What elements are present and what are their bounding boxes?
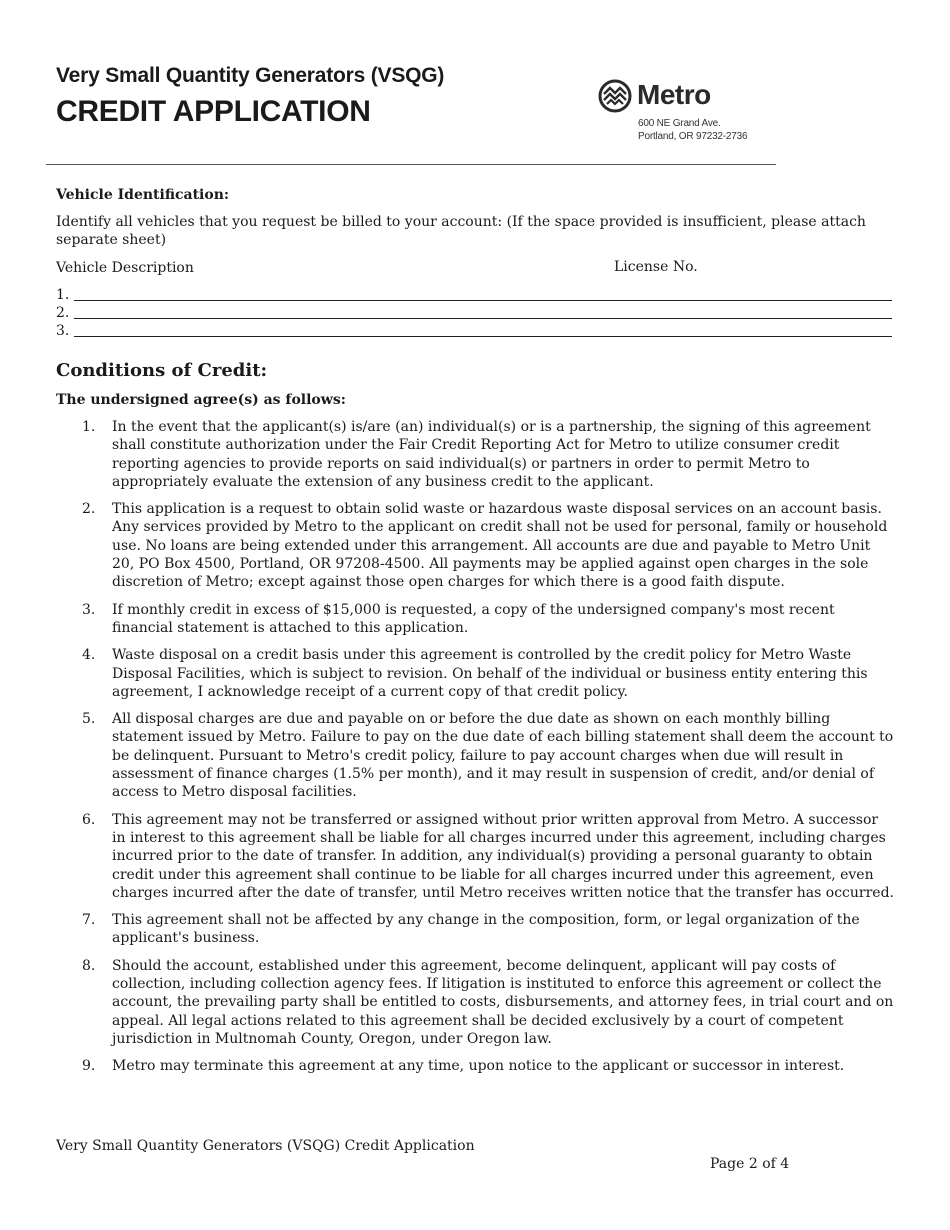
condition-item	[56, 710, 896, 801]
condition-number: 1.	[82, 419, 96, 435]
vehicle-entry-line[interactable]	[56, 323, 892, 341]
condition-number: 6.	[82, 811, 96, 828]
condition-number: 5.	[82, 711, 96, 728]
condition-text: If monthly credit in excess of $15,000 is requested, a copy of the undersigned company's most recent financial statement is attached to this application.	[112, 601, 835, 636]
header-divider	[46, 164, 776, 165]
condition-item	[56, 646, 896, 701]
condition-text: In the event that the applicant(s) is/are (an) individual(s) or is a partnership, the signing of this agreement shall constitute authorization under the Fair Credit Reporting Act for Metro to utilize consumer credit reporting agencies to provide reports on said individual(s) or partners in order to permit Metro to appropriately evaluate the extension of any business credit to the applicant.	[112, 419, 871, 490]
condition-text: This agreement may not be transferred or assigned without prior written approval from Metro. A successor in interest to this agreement shall be liable for all charges incurred under this agreement, including charges incurred prior to the date of transfer. In addition, any individual(s) providing a personal guaranty to obtain credit under this agreement shall continue to be liable for all charges incurred under this agreement, even charges incurred after the date of transfer, until Metro receives written notice that the transfer has occurred.	[112, 811, 894, 901]
vehicle-entry-line[interactable]	[56, 305, 892, 323]
condition-text: Waste disposal on a credit basis under this agreement is controlled by the credit policy for Metro Waste Disposal Facilities, which is subject to revision. On behalf of the individual or business entity entering this agreement, I acknowledge receipt of a current copy of that credit policy.	[112, 647, 868, 700]
conditions-heading: Conditions of Credit:	[56, 360, 268, 381]
metro-wordmark: Metro	[637, 79, 711, 110]
condition-item	[56, 811, 896, 902]
conditions-subheading: The undersigned agree(s) as follows:	[56, 392, 346, 408]
document-title-line1: Very Small Quantity Generators (VSQG)	[56, 64, 445, 87]
page-number: Page 2 of 4	[710, 1156, 790, 1172]
vehicle-entry-blank[interactable]	[74, 300, 892, 301]
vehicle-line-number: 2.	[56, 305, 70, 321]
vehicle-identification-heading: Vehicle Identification:	[56, 187, 230, 203]
conditions-list	[56, 418, 896, 1085]
vehicle-line-number: 3.	[56, 323, 70, 339]
vehicle-entry-blank[interactable]	[74, 336, 892, 337]
vehicle-instructions: Identify all vehicles that you request be billed to your account: (If the space provided is insufficient, please attach separate sheet)	[56, 214, 866, 248]
vehicle-description-label: Vehicle Description	[56, 260, 194, 276]
vehicle-entry-blank[interactable]	[74, 318, 892, 319]
metro-logo	[598, 74, 798, 154]
license-number-label: License No.	[614, 259, 698, 275]
condition-number: 2.	[82, 501, 96, 518]
vehicle-entry-line[interactable]	[56, 287, 892, 305]
vehicle-line-number: 1.	[56, 287, 70, 303]
condition-item	[56, 418, 896, 491]
condition-number: 8.	[82, 957, 96, 974]
condition-number: 3.	[82, 601, 96, 618]
condition-text: All disposal charges are due and payable on or before the due date as shown on each monthly billing statement issued by Metro. Failure to pay on the due date of each billing statement shall deem the account to be delinquent. Pursuant to Metro's credit policy, failure to pay account charges when due will result in assessment of finance charges (1.5% per month), and it may result in suspension of credit, and/or denial of access to Metro disposal facilities.	[112, 711, 894, 801]
condition-text: Metro may terminate this agreement at any time, upon notice to the applicant or successor in interest.	[112, 1058, 845, 1075]
footer-document-title: Very Small Quantity Generators (VSQG) Credit Application	[56, 1138, 475, 1154]
document-title-line2: CREDIT APPLICATION	[56, 95, 371, 128]
condition-item	[56, 500, 896, 591]
logo-address-line1: 600 NE Grand Ave.	[638, 118, 721, 129]
condition-number: 9.	[82, 1058, 96, 1075]
condition-item	[56, 957, 896, 1048]
condition-item	[56, 1057, 896, 1075]
metro-logo-icon	[598, 74, 632, 122]
condition-number: 4.	[82, 647, 96, 664]
logo-address-line2: Portland, OR 97232-2736	[638, 131, 748, 142]
condition-number: 7.	[82, 912, 96, 929]
condition-text: This agreement shall not be affected by any change in the composition, form, or legal organization of the applicant's business.	[112, 912, 860, 947]
condition-item	[56, 601, 896, 638]
condition-text: This application is a request to obtain solid waste or hazardous waste disposal services on an account basis. Any services provided by Metro to the applicant on credit shall not be used for personal, family or household use. No loans are being extended under this arrangement. All accounts are due and payable to Metro Unit 20, PO Box 4500, Portland, OR 97208-4500. All payments may be applied against open charges in the sole discretion of Metro; except against those open charges for which there is a good faith dispute.	[112, 501, 888, 591]
condition-text: Should the account, established under this agreement, become delinquent, applicant will pay costs of collection, including collection agency fees. If litigation is instituted to enforce this agreement or collect the account, the prevailing party shall be entitled to costs, disbursements, and attorney fees, in trial court and on appeal. All legal actions related to this agreement shall be decided exclusively by a court of competent jurisdiction in Multnomah County, Oregon, under Oregon law.	[112, 957, 894, 1047]
condition-item	[56, 911, 896, 948]
